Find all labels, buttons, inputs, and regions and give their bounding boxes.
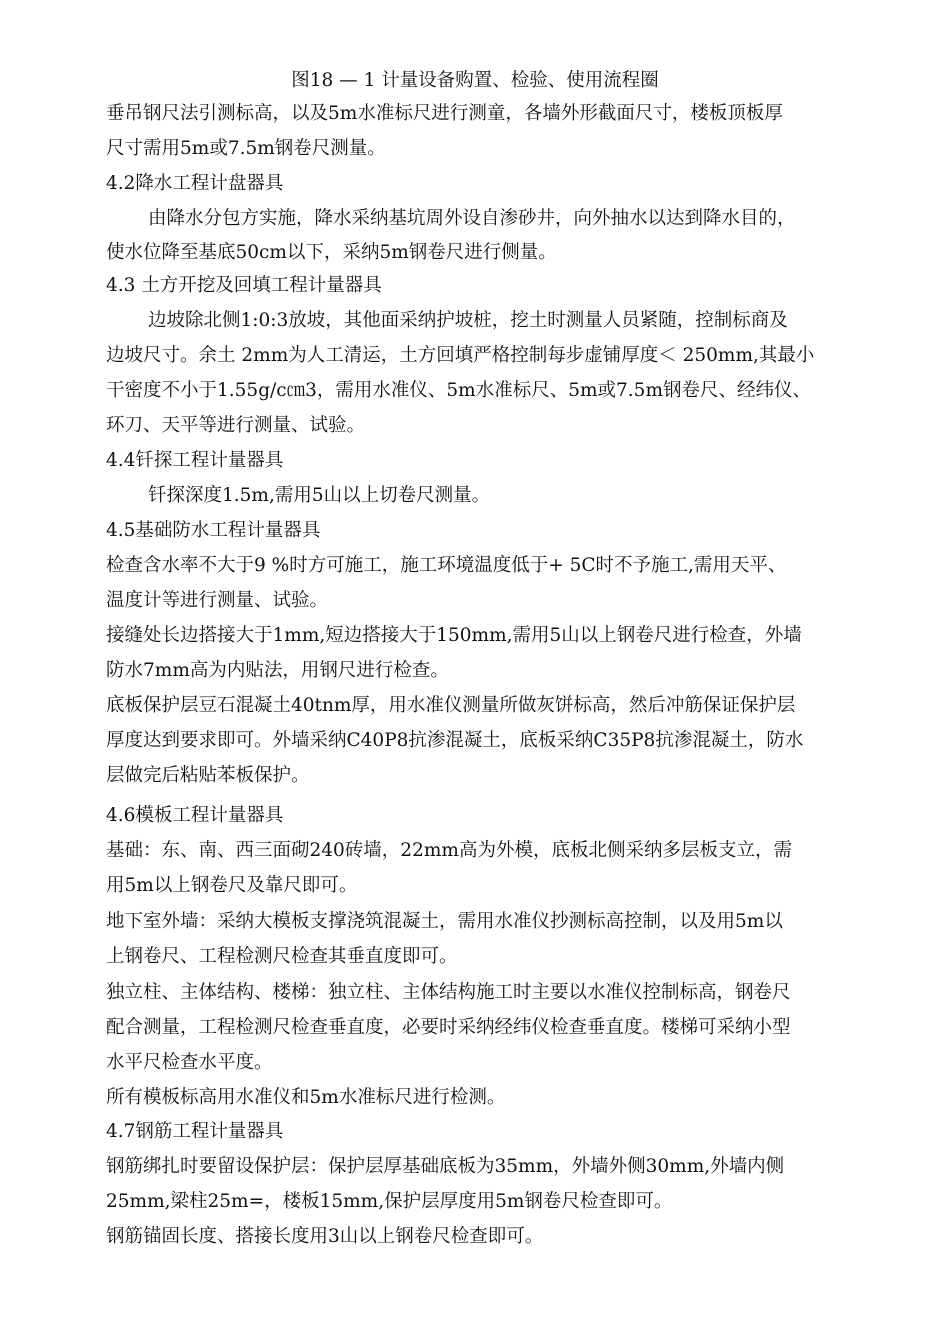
text-line: 检查含水率不大于9 %时方可施工，施工环境温度低于+ 5C时不予施工,需用天平、 bbox=[106, 555, 787, 576]
text-line: 地下室外墙：采纳大模板支撑浇筑混凝土，需用水准仪抄测标高控制，以及用5m以 bbox=[106, 911, 783, 932]
text-line: 尺寸需用5m或7.5m钢卷尺测量。 bbox=[106, 138, 386, 159]
text-line: 防水7mm高为内贴法，用钢尺进行检查。 bbox=[106, 660, 449, 681]
text-line: 边坡尺寸。余土 2mm为人工清运，土方回填严格控制每步虚铺厚度＜ 250mm,其最小 bbox=[106, 345, 815, 366]
text-line: 配合测量，工程检测尺检查垂直度，必要时采纳经纬仪检查垂直度。楼梯可采纳小型 bbox=[106, 1017, 791, 1038]
figure-caption: 图18 — 1 计量设备购置、检验、使用流程圈 bbox=[291, 70, 659, 91]
text-line: 层做完后粘贴苯板保护。 bbox=[106, 765, 310, 786]
section-heading: 4.5基础防水工程计量器具 bbox=[106, 520, 321, 541]
text-line: 基础：东、南、西三面砌240砖墙，22mm高为外模，底板北侧采纳多层板支立，需 bbox=[106, 840, 792, 861]
text-line: 温度计等进行测量、试验。 bbox=[106, 590, 329, 611]
text-line: 接缝处长边搭接大于1mm,短边搭接大于150mm,需用5山以上钢卷尺进行检查，外墙 bbox=[106, 625, 802, 646]
text-line: 使水位降至基底50cm以下，采纳5m钢卷尺进行侧量。 bbox=[106, 242, 557, 263]
text-line: 环刀、天平等进行测量、试验。 bbox=[106, 415, 366, 436]
text-line: 垂吊钢尺法引测标高，以及5m水准标尺进行测童，各墙外形截面尺寸，楼板顶板厚 bbox=[106, 103, 783, 124]
section-heading: 4.2降水工程计盘器具 bbox=[106, 173, 284, 194]
text-line: 边坡除北侧1:0:3放坡，其他面采纳护坡桩，挖土时测量人员紧随，控制标商及 bbox=[148, 310, 788, 331]
section-heading: 4.7钢筋工程计量器具 bbox=[106, 1121, 284, 1142]
text-line: 干密度不小于1.55g/c㎝3，需用水准仪、5m水准标尺、5m或7.5m钢卷尺、经纬仪、 bbox=[106, 380, 811, 401]
text-line: 底板保护层豆石混凝土40tnm厚，用水准仪测量所做灰饼标高，然后冲筋保证保护层 bbox=[106, 695, 796, 716]
text-line: 上钢卷尺、工程检测尺检查其垂直度即可。 bbox=[106, 946, 458, 967]
text-line: 钢筋绑扎时要留设保护层：保护层厚基础底板为35mm，外墙外侧30mm,外墙内侧 bbox=[106, 1156, 785, 1177]
section-heading: 4.6模板工程计量器具 bbox=[106, 805, 284, 826]
text-line: 用5m以上钢卷尺及靠尺即可。 bbox=[106, 875, 358, 896]
section-heading: 4.4钎探工程计量器具 bbox=[106, 450, 284, 471]
text-line: 25mm,梁柱25m=，楼板15mm,保护层厚度用5m钢卷尺检查即可。 bbox=[106, 1191, 673, 1212]
text-line: 水平尺检查水平度。 bbox=[106, 1052, 273, 1073]
text-line: 所有模板标高用水准仪和5m水准标尺进行检测。 bbox=[106, 1087, 506, 1108]
text-line: 钎探深度1.5m,需用5山以上切卷尺测量。 bbox=[148, 485, 491, 506]
section-heading: 4.3 土方开挖及回填工程计量器具 bbox=[106, 275, 382, 296]
text-line: 厚度达到要求即可。外墙采纳C40P8抗渗混凝土，底板采纳C35P8抗渗混凝土，防水 bbox=[106, 730, 804, 751]
text-line: 由降水分包方实施，降水采纳基坑周外设自渗砂井，向外抽水以达到降水目的， bbox=[148, 208, 796, 229]
text-line: 钢筋锚固长度、搭接长度用3山以上钢卷尺检查即可。 bbox=[106, 1226, 544, 1247]
text-line: 独立柱、主体结构、楼梯：独立柱、主体结构施工时主要以水准仪控制标高，钢卷尺 bbox=[106, 982, 791, 1003]
